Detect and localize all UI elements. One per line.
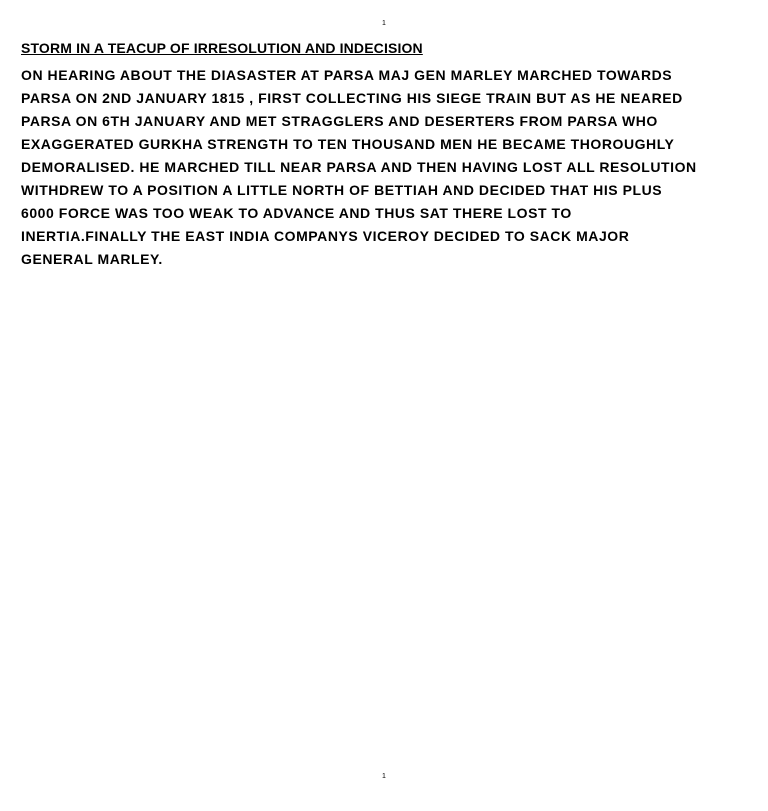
paragraph-line: PARSA ON 2ND JANUARY 1815 , FIRST COLLECTING HIS SIEGE TRAIN BUT AS HE NEARED (21, 90, 683, 106)
paragraph-line: PARSA ON 6TH JANUARY AND MET STRAGGLERS AND DESERTERS FROM PARSA WHO (21, 113, 658, 129)
paragraph-line: ON HEARING ABOUT THE DIASASTER AT PARSA MAJ GEN MARLEY MARCHED TOWARDS (21, 67, 673, 83)
header-page-number: 1 (382, 20, 386, 27)
paragraph-line: GENERAL MARLEY. (21, 251, 163, 267)
paragraph-line: DEMORALISED. HE MARCHED TILL NEAR PARSA AND THEN HAVING LOST ALL RESOLUTION (21, 159, 697, 175)
document-body (21, 38, 751, 271)
footer-page-number: 1 (382, 773, 386, 780)
paragraph-line: 6000 FORCE WAS TOO WEAK TO ADVANCE AND THUS SAT THERE LOST TO (21, 205, 572, 221)
section-heading: STORM IN A TEACUP OF IRRESOLUTION AND INDECISION (21, 40, 423, 56)
paragraph (21, 64, 751, 271)
paragraph-line: WITHDREW TO A POSITION A LITTLE NORTH OF BETTIAH AND DECIDED THAT HIS PLUS (21, 182, 663, 198)
paragraph-line: EXAGGERATED GURKHA STRENGTH TO TEN THOUSAND MEN HE BECAME THOROUGHLY (21, 136, 675, 152)
paragraph-line: INERTIA.FINALLY THE EAST INDIA COMPANYS VICEROY DECIDED TO SACK MAJOR (21, 228, 630, 244)
